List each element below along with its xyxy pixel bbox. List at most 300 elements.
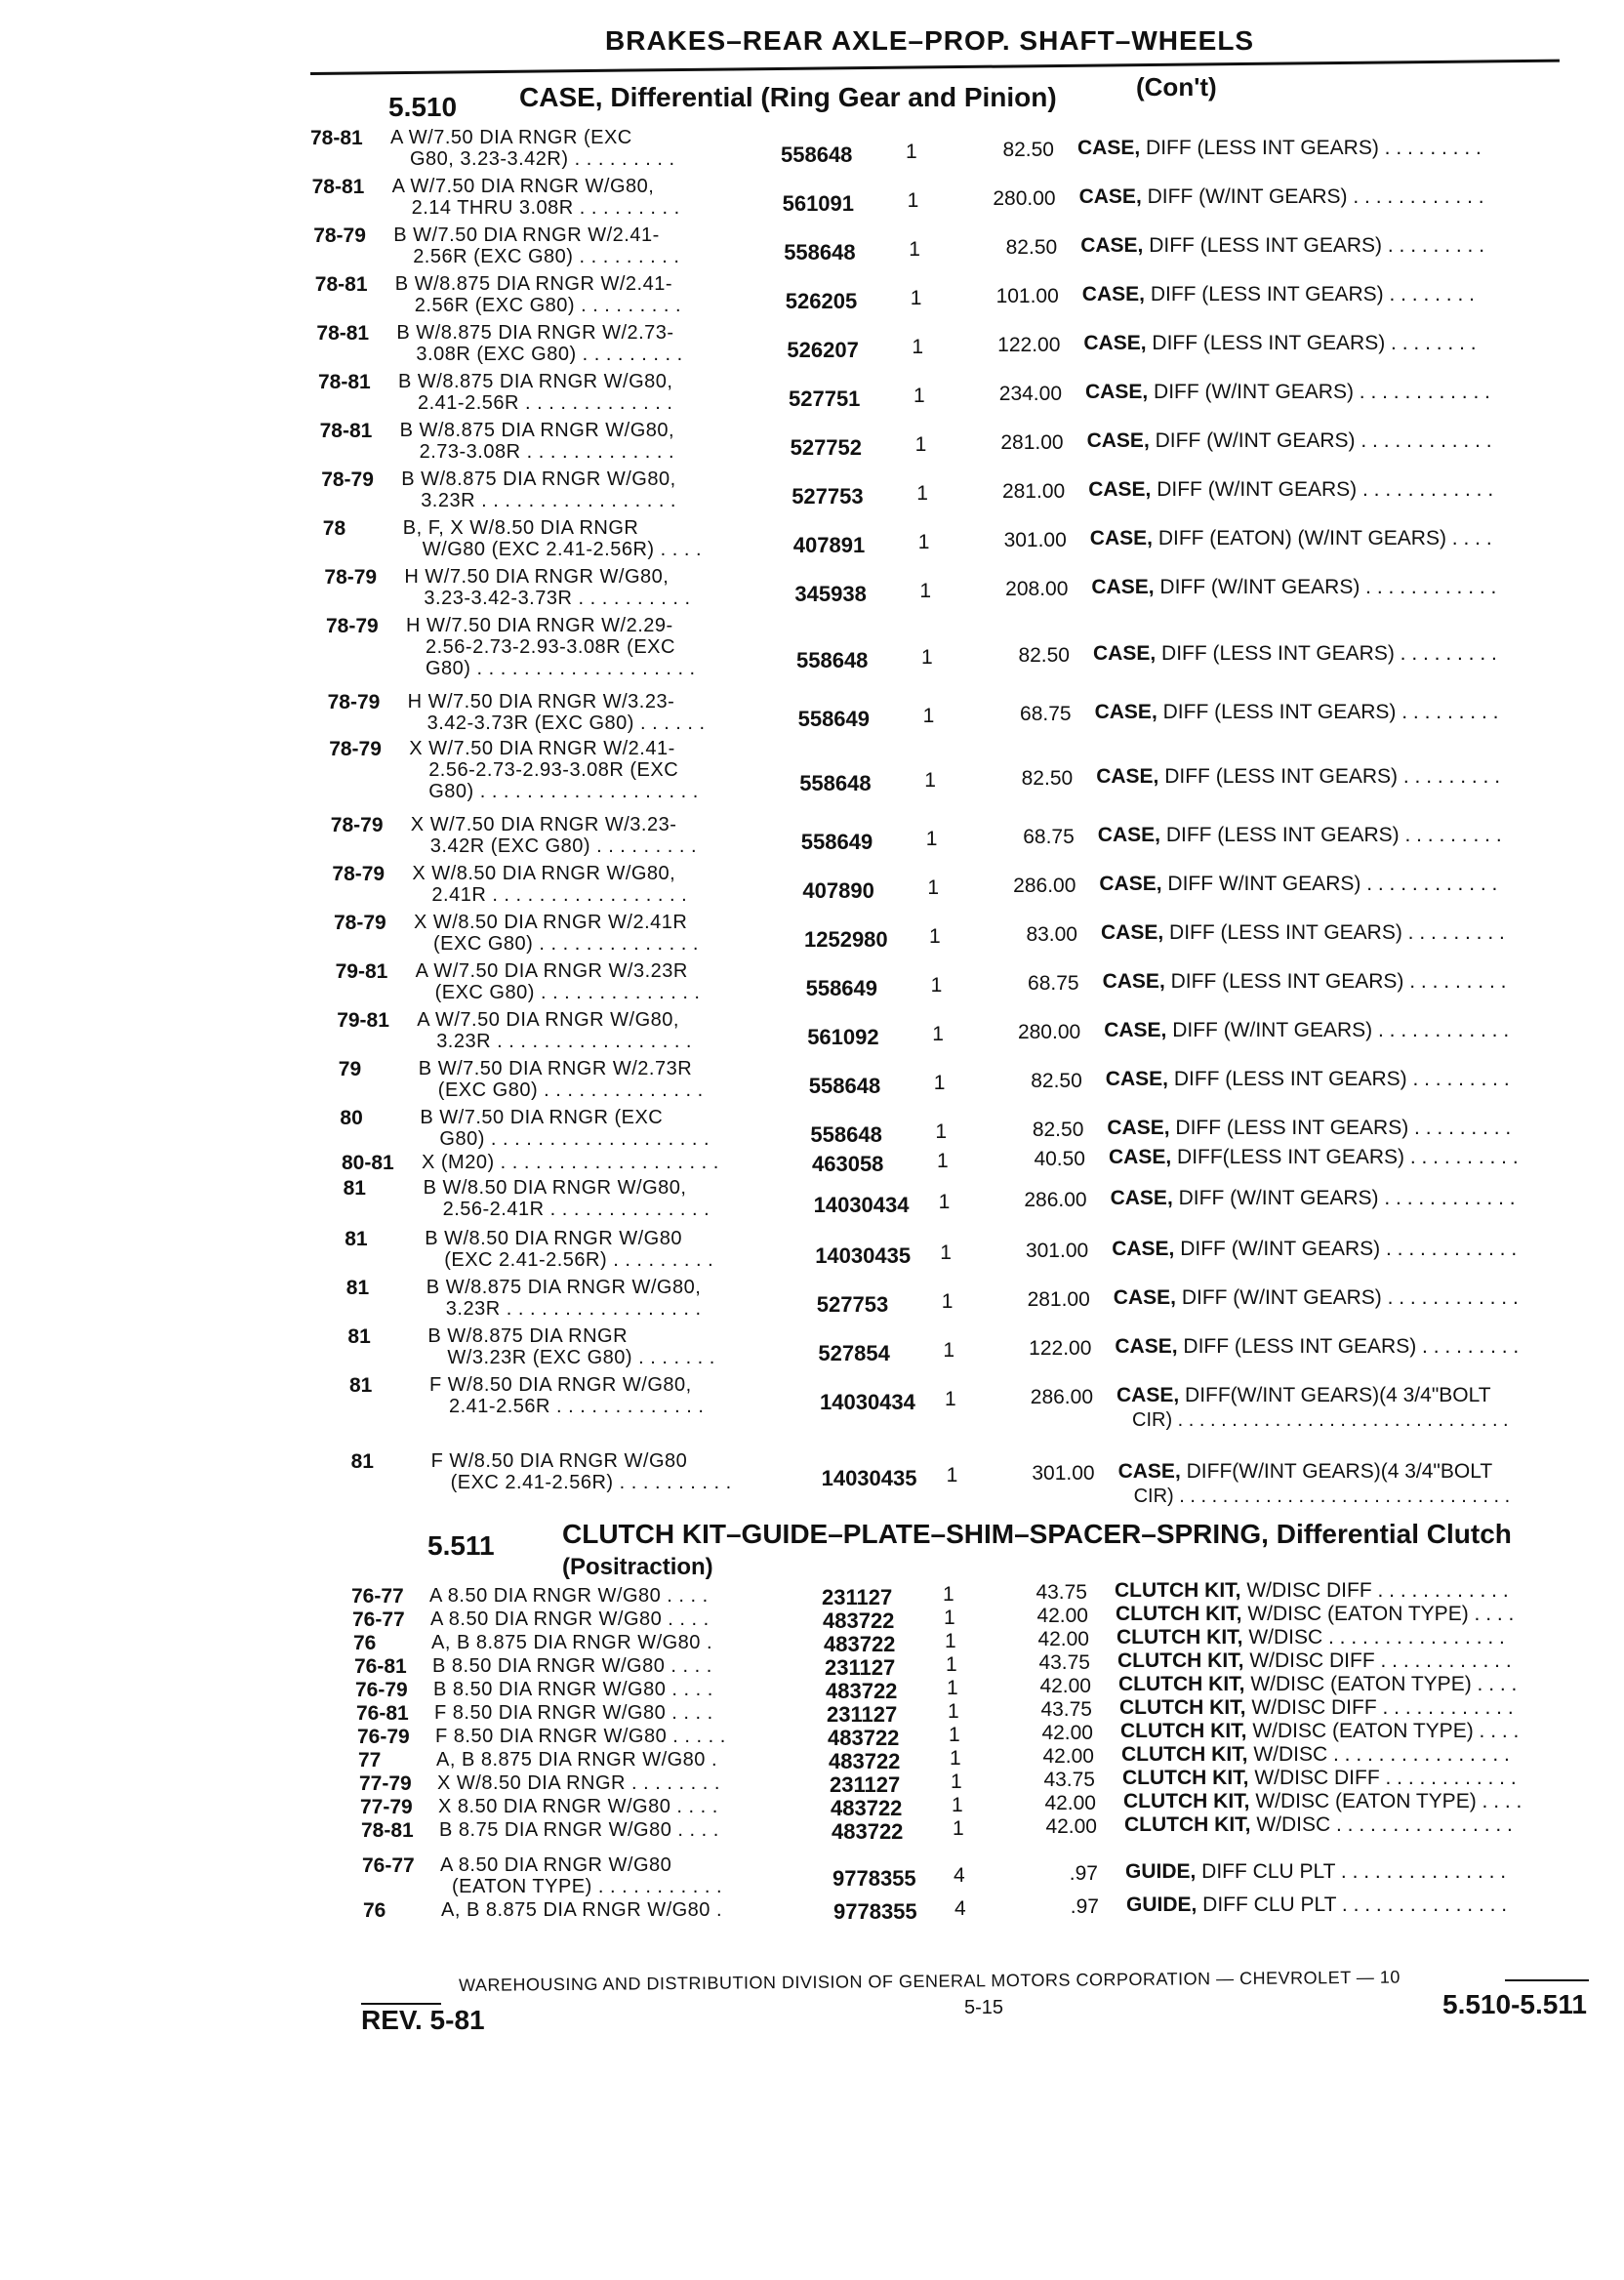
row-description xyxy=(1083,332,1476,355)
row-application: A, B 8.875 DIA RNGR W/G80 . xyxy=(436,1749,718,1771)
row-description-text: DIFF (LESS INT GEARS) . . . . . . . . xyxy=(1146,332,1477,354)
row-part-number: 527751 xyxy=(789,387,861,411)
row-application-cont: 2.56-2.41R . . . . . . . . . . . . . . xyxy=(442,1199,710,1220)
row-application: F 8.50 DIA RNGR W/G80 . . . . xyxy=(434,1702,713,1724)
row-part-number: 9778355 xyxy=(832,1866,916,1891)
row-description xyxy=(1125,1860,1506,1884)
row-application: A W/7.50 DIA RNGR W/3.23R xyxy=(415,960,688,982)
table-row xyxy=(0,863,1624,912)
row-application-cont: 2.41-2.56R . . . . . . . . . . . . . xyxy=(418,392,673,414)
row-description-text: DIFF(LESS INT GEARS) . . . . . . . . . . xyxy=(1171,1146,1519,1168)
row-part-number: 14030434 xyxy=(820,1390,915,1414)
table-row xyxy=(0,371,1624,420)
row-year: 76-81 xyxy=(354,1655,407,1678)
row-description-prefix: CASE, xyxy=(1110,1187,1173,1209)
row-description-text: W/DISC DIFF . . . . . . . . . . . . xyxy=(1243,1649,1512,1672)
row-application: B 8.50 DIA RNGR W/G80 . . . . xyxy=(433,1679,713,1700)
row-application: F 8.50 DIA RNGR W/G80 . . . . . xyxy=(435,1726,726,1747)
row-description-cont: CIR) . . . . . . . . . . . . . . . . . . . . . . . . . . . . . . . xyxy=(1133,1486,1511,1507)
row-year: 78-81 xyxy=(361,1819,414,1842)
row-application: A W/7.50 DIA RNGR (EXC xyxy=(390,127,632,148)
row-year: 79-81 xyxy=(337,1009,389,1032)
row-description xyxy=(1122,1767,1517,1790)
row-application-cont: (EXC G80) . . . . . . . . . . . . . . xyxy=(437,1079,704,1101)
row-description-prefix: CLUTCH KIT, xyxy=(1119,1696,1246,1719)
row-application: B W/8.875 DIA RNGR W/G80, xyxy=(426,1277,702,1298)
row-part-number: 527753 xyxy=(816,1292,889,1317)
row-price: 42.00 xyxy=(1039,1675,1091,1697)
footer-page-number: 5-15 xyxy=(964,1997,1004,2018)
row-year: 76-77 xyxy=(351,1585,404,1608)
row-description xyxy=(1104,1019,1509,1042)
row-year: 79-81 xyxy=(335,960,388,983)
row-year: 78-79 xyxy=(321,468,374,491)
row-year: 77-79 xyxy=(359,1772,412,1795)
row-quantity: 1 xyxy=(950,1747,961,1770)
row-description-prefix: CLUTCH KIT, xyxy=(1118,1673,1245,1695)
row-quantity: 1 xyxy=(952,1794,963,1816)
row-application-cont: 3.23R . . . . . . . . . . . . . . . . . xyxy=(445,1298,702,1320)
row-year: 79 xyxy=(338,1058,362,1080)
row-price: 40.50 xyxy=(1034,1148,1085,1170)
row-description xyxy=(1080,234,1484,258)
row-description xyxy=(1123,1790,1522,1813)
row-part-number: 558648 xyxy=(784,240,856,265)
row-price: 82.50 xyxy=(1005,236,1058,259)
row-description xyxy=(1099,873,1497,896)
row-description-prefix: CASE, xyxy=(1105,1068,1168,1090)
row-description-prefix: CLUTCH KIT, xyxy=(1123,1790,1250,1812)
row-price: 42.00 xyxy=(1044,1792,1096,1814)
row-year: 78-79 xyxy=(334,912,386,934)
row-year: 76 xyxy=(353,1632,377,1654)
row-price: 280.00 xyxy=(1017,1021,1081,1043)
row-description xyxy=(1095,701,1499,724)
row-description-prefix: CASE, xyxy=(1089,527,1153,550)
page-header-title: BRAKES–REAR AXLE–PROP. SHAFT–WHEELS xyxy=(605,25,1255,56)
row-description-prefix: CASE, xyxy=(1107,1117,1170,1139)
row-description-prefix: CLUTCH KIT, xyxy=(1121,1743,1248,1766)
row-price: 43.75 xyxy=(1040,1698,1092,1721)
row-description-prefix: CASE, xyxy=(1091,576,1155,598)
row-quantity: 1 xyxy=(932,1023,944,1045)
row-description-prefix: CASE, xyxy=(1101,921,1164,944)
row-price: .97 xyxy=(1069,1862,1098,1885)
row-part-number: 558648 xyxy=(810,1122,882,1147)
row-price: 42.00 xyxy=(1036,1605,1088,1627)
row-application-cont: 2.14 THRU 3.08R . . . . . . . . . xyxy=(411,197,680,219)
row-application-cont: (EATON TYPE) . . . . . . . . . . . xyxy=(452,1876,723,1897)
row-price: 281.00 xyxy=(1027,1288,1090,1311)
row-part-number: 14030435 xyxy=(815,1243,912,1268)
row-quantity: 1 xyxy=(914,433,927,456)
row-year: 78-81 xyxy=(318,371,371,393)
row-year: 77-79 xyxy=(360,1796,413,1818)
row-price: 82.50 xyxy=(1018,644,1070,667)
row-description xyxy=(1106,1068,1510,1091)
section-5511-number: 5.511 xyxy=(427,1530,495,1561)
row-description xyxy=(1077,137,1482,160)
table-row xyxy=(0,691,1624,740)
table-row xyxy=(0,912,1624,960)
row-quantity: 1 xyxy=(906,141,917,163)
row-description-prefix: CASE, xyxy=(1077,137,1141,159)
row-description-prefix: CLUTCH KIT, xyxy=(1117,1649,1244,1672)
row-application-cont: 3.42R (EXC G80) . . . . . . . . . xyxy=(429,835,698,857)
row-quantity: 1 xyxy=(951,1771,962,1793)
row-year: 78-79 xyxy=(329,738,382,760)
row-application-cont: G80) . . . . . . . . . . . . . . . . . . . xyxy=(439,1128,710,1150)
row-year: 76-81 xyxy=(356,1702,409,1725)
row-price: 42.00 xyxy=(1041,1722,1093,1744)
row-description xyxy=(1109,1146,1519,1169)
row-application: B, F, X W/8.50 DIA RNGR xyxy=(402,517,639,539)
row-part-number: 9778355 xyxy=(833,1899,917,1924)
row-part-number: 407890 xyxy=(802,878,874,903)
row-application-cont: 2.73-3.08R . . . . . . . . . . . . . xyxy=(419,441,675,463)
row-year: 81 xyxy=(345,1228,368,1250)
row-description-prefix: CASE, xyxy=(1088,478,1152,501)
row-application: B W/8.50 DIA RNGR W/G80 xyxy=(425,1228,682,1249)
row-description xyxy=(1126,1893,1507,1917)
row-description-prefix: CASE, xyxy=(1078,185,1142,208)
row-description-text: DIFF (LESS INT GEARS) . . . . . . . . xyxy=(1144,283,1475,305)
row-description-text: DIFF (LESS INT GEARS) . . . . . . . . . xyxy=(1143,234,1485,257)
table-row xyxy=(0,1009,1624,1058)
row-year: 78-79 xyxy=(332,863,386,885)
row-description-prefix: CLUTCH KIT, xyxy=(1116,1603,1242,1625)
row-part-number: 526207 xyxy=(787,338,859,362)
row-application: A W/7.50 DIA RNGR W/G80, xyxy=(417,1009,679,1031)
row-description-prefix: CASE, xyxy=(1112,1238,1175,1260)
row-application-cont: (EXC 2.41-2.56R) . . . . . . . . . xyxy=(444,1249,714,1271)
row-part-number: 231127 xyxy=(822,1585,893,1609)
row-description-text: DIFF (EATON) (W/INT GEARS) . . . . xyxy=(1152,527,1492,550)
table-row xyxy=(0,814,1624,863)
row-part-number: 558649 xyxy=(800,830,873,854)
row-description-text: W/DISC . . . . . . . . . . . . . . . . xyxy=(1247,1743,1510,1766)
row-year: 80 xyxy=(340,1107,363,1129)
row-quantity: 1 xyxy=(937,1150,949,1172)
row-description-text: DIFF (LESS INT GEARS) . . . . . . . . . xyxy=(1158,765,1501,788)
row-price: 286.00 xyxy=(1024,1189,1087,1211)
row-description xyxy=(1114,1286,1519,1310)
row-year: 77 xyxy=(358,1749,382,1771)
row-application-cont: W/G80 (EXC 2.41-2.56R) . . . . xyxy=(422,539,702,560)
row-quantity: 1 xyxy=(919,580,932,602)
row-application-cont: 3.23-3.42-3.73R . . . . . . . . . . xyxy=(424,588,691,609)
table-row xyxy=(0,322,1624,371)
row-quantity: 1 xyxy=(949,1724,960,1746)
row-application: X 8.50 DIA RNGR W/G80 . . . . xyxy=(438,1796,718,1817)
row-application: B 8.75 DIA RNGR W/G80 . . . . xyxy=(439,1819,719,1841)
row-description-text: W/DISC (EATON TYPE) . . . . xyxy=(1246,1720,1520,1742)
row-part-number: 558649 xyxy=(805,976,878,1000)
row-year: 78-79 xyxy=(313,224,366,247)
section-5510-continued: (Con't) xyxy=(1136,72,1217,102)
row-application-cont: 3.08R (EXC G80) . . . . . . . . . xyxy=(416,344,683,365)
row-description xyxy=(1101,921,1505,945)
row-price: 42.00 xyxy=(1037,1628,1089,1650)
row-quantity: 1 xyxy=(943,1339,955,1362)
row-description-prefix: CASE, xyxy=(1117,1460,1181,1483)
row-description xyxy=(1120,1720,1519,1743)
row-application-cont: W/3.23R (EXC G80) . . . . . . . xyxy=(447,1347,715,1368)
row-application: B W/8.875 DIA RNGR W/2.41- xyxy=(394,273,672,295)
table-row xyxy=(0,420,1624,468)
row-year: 76-79 xyxy=(355,1679,408,1701)
row-description-text: DIFF (W/INT GEARS) . . . . . . . . . . . . xyxy=(1141,185,1484,208)
table-row xyxy=(0,615,1624,679)
row-application: B W/8.875 DIA RNGR xyxy=(427,1325,629,1347)
row-quantity: 1 xyxy=(929,925,941,948)
row-description xyxy=(1118,1673,1517,1696)
row-description xyxy=(1124,1813,1513,1837)
row-part-number: 345938 xyxy=(794,582,867,606)
row-application: X W/8.50 DIA RNGR . . . . . . . . xyxy=(437,1772,720,1794)
row-application: H W/7.50 DIA RNGR W/3.23- xyxy=(407,691,675,712)
row-description-prefix: CASE, xyxy=(1080,234,1144,257)
row-description xyxy=(1103,970,1507,994)
row-description xyxy=(1085,381,1490,404)
table-row xyxy=(0,1325,1624,1374)
row-application: B W/8.875 DIA RNGR W/G80, xyxy=(398,371,673,392)
row-year: 81 xyxy=(343,1177,366,1200)
row-description-text: DIFF CLU PLT . . . . . . . . . . . . . . . xyxy=(1197,1893,1508,1916)
row-application-cont: 2.56R (EXC G80) . . . . . . . . . xyxy=(414,295,682,316)
row-year: 76-79 xyxy=(357,1726,410,1748)
row-application-cont: (EXC 2.41-2.56R) . . . . . . . . . . xyxy=(450,1472,732,1493)
table-row xyxy=(0,1228,1624,1277)
row-description-text: DIFF(W/INT GEARS)(4 3/4"BOLT xyxy=(1179,1384,1491,1406)
row-description-text: DIFF (LESS INT GEARS) . . . . . . . . . xyxy=(1163,921,1505,944)
row-description-text: W/DISC . . . . . . . . . . . . . . . . xyxy=(1242,1626,1505,1649)
row-application: B W/7.50 DIA RNGR (EXC xyxy=(420,1107,664,1128)
row-description xyxy=(1098,824,1502,847)
row-price: 280.00 xyxy=(993,187,1056,210)
table-row xyxy=(0,1277,1624,1325)
section-5510-number: 5.510 xyxy=(388,92,458,122)
table-row xyxy=(0,127,1624,176)
row-year: 81 xyxy=(350,1450,374,1473)
table-row xyxy=(0,1058,1624,1107)
row-part-number: 407891 xyxy=(792,533,866,557)
row-description-prefix: CASE, xyxy=(1097,824,1160,846)
row-quantity: 4 xyxy=(954,1897,966,1920)
row-part-number: 231127 xyxy=(827,1702,898,1727)
row-description xyxy=(1096,765,1500,789)
row-price: 42.00 xyxy=(1042,1745,1094,1768)
row-year: 78 xyxy=(322,517,346,540)
row-part-number: 483722 xyxy=(826,1679,898,1703)
row-application-cont: 2.41-2.56R . . . . . . . . . . . . . xyxy=(449,1396,705,1417)
row-description-text: W/DISC DIFF . . . . . . . . . . . . xyxy=(1248,1767,1517,1789)
row-part-number: 483722 xyxy=(828,1726,900,1750)
row-application: F W/8.50 DIA RNGR W/G80, xyxy=(429,1374,692,1396)
row-description xyxy=(1121,1743,1510,1767)
row-year: 78-79 xyxy=(327,691,381,713)
row-quantity: 1 xyxy=(944,1607,955,1629)
row-price: 208.00 xyxy=(1005,578,1069,600)
row-description-prefix: CLUTCH KIT, xyxy=(1116,1626,1243,1649)
row-part-number: 483722 xyxy=(829,1749,901,1773)
row-application-cont: G80) . . . . . . . . . . . . . . . . . . . xyxy=(426,658,696,679)
row-application: B 8.50 DIA RNGR W/G80 . . . . xyxy=(432,1655,712,1677)
row-application: A, B 8.875 DIA RNGR W/G80 . xyxy=(431,1632,713,1653)
row-description-prefix: CLUTCH KIT, xyxy=(1122,1767,1249,1789)
row-description xyxy=(1091,576,1496,599)
row-application: A 8.50 DIA RNGR W/G80 . . . . xyxy=(430,1608,710,1630)
row-application-cont: (EXC G80) . . . . . . . . . . . . . . xyxy=(433,933,699,955)
row-application-cont: 2.56-2.73-2.93-3.08R (EXC xyxy=(428,759,679,781)
row-description-text: W/DISC DIFF . . . . . . . . . . . . xyxy=(1240,1579,1509,1602)
row-description-prefix: CASE, xyxy=(1102,970,1165,993)
row-description-prefix: CASE, xyxy=(1096,765,1159,788)
row-year: 78-81 xyxy=(310,127,363,149)
row-part-number: 14030435 xyxy=(821,1466,917,1490)
table-row xyxy=(0,1374,1624,1431)
row-quantity: 1 xyxy=(912,336,924,358)
row-application-cont: G80) . . . . . . . . . . . . . . . . . . . xyxy=(428,781,699,802)
row-price: 286.00 xyxy=(1030,1386,1093,1408)
table-row xyxy=(0,1177,1624,1226)
row-application: F W/8.50 DIA RNGR W/G80 xyxy=(430,1450,688,1472)
row-year: 81 xyxy=(349,1374,373,1397)
footer-publisher-line: WAREHOUSING AND DISTRIBUTION DIVISION OF GENERAL MOTORS CORPORATION — CHEVROLET — 10 xyxy=(459,1967,1401,1995)
section-5510-title: CASE, Differential (Ring Gear and Pinion) xyxy=(519,82,1057,112)
row-application-cont: 3.42-3.73R (EXC G80) . . . . . . xyxy=(426,712,706,734)
row-application: H W/7.50 DIA RNGR W/G80, xyxy=(404,566,670,588)
row-part-number: 483722 xyxy=(823,1608,895,1633)
row-description-text: W/DISC (EATON TYPE) . . . . xyxy=(1249,1790,1522,1812)
row-description-text: DIFF (LESS INT GEARS) . . . . . . . . . xyxy=(1164,970,1507,993)
row-description-text: W/DISC (EATON TYPE) . . . . xyxy=(1244,1673,1518,1695)
row-price: 101.00 xyxy=(995,285,1059,307)
row-description xyxy=(1115,1579,1509,1603)
row-quantity: 1 xyxy=(947,1677,958,1699)
row-application: A W/7.50 DIA RNGR W/G80, xyxy=(391,176,655,197)
row-quantity: 1 xyxy=(953,1817,964,1840)
row-description xyxy=(1119,1696,1514,1720)
row-description-text: DIFF CLU PLT . . . . . . . . . . . . . . . xyxy=(1196,1860,1507,1883)
row-description-prefix: CASE, xyxy=(1093,642,1157,665)
row-year: 78-79 xyxy=(326,615,379,637)
footer-rule-right xyxy=(1505,1979,1589,1981)
row-description xyxy=(1118,1460,1493,1484)
row-price: 83.00 xyxy=(1026,923,1077,946)
row-description xyxy=(1117,1649,1512,1673)
row-price: .97 xyxy=(1070,1895,1099,1918)
section-5511-title: CLUTCH KIT–GUIDE–PLATE–SHIM–SPACER–SPRING, Differential Clutch xyxy=(562,1519,1512,1549)
row-description xyxy=(1088,478,1493,502)
row-description-prefix: CASE, xyxy=(1116,1384,1180,1406)
row-part-number: 483722 xyxy=(824,1632,896,1656)
row-application: X W/7.50 DIA RNGR W/2.41- xyxy=(409,738,675,759)
row-part-number: 231127 xyxy=(830,1772,901,1797)
row-price: 42.00 xyxy=(1045,1815,1097,1838)
row-description-prefix: CASE, xyxy=(1099,873,1162,895)
row-description-text: DIFF (LESS INT GEARS) . . . . . . . . . xyxy=(1159,824,1502,846)
row-quantity: 1 xyxy=(946,1653,957,1676)
row-description-text: DIFF (LESS INT GEARS) . . . . . . . . . xyxy=(1156,642,1497,665)
row-description-prefix: CASE, xyxy=(1083,332,1147,354)
row-year: 76-77 xyxy=(362,1854,415,1877)
row-quantity: 1 xyxy=(922,705,935,727)
row-price: 68.75 xyxy=(1023,826,1075,848)
table-row xyxy=(0,1893,1624,1948)
row-description-prefix: CASE, xyxy=(1104,1019,1167,1041)
row-description-text: DIFF (W/INT GEARS) . . . . . . . . . . . . xyxy=(1154,576,1497,598)
row-description xyxy=(1087,429,1492,453)
row-price: 82.50 xyxy=(1002,139,1054,161)
row-price: 82.50 xyxy=(1021,767,1074,790)
row-quantity: 1 xyxy=(924,769,936,792)
page-header-rule xyxy=(310,60,1560,75)
row-description-prefix: CASE, xyxy=(1113,1286,1176,1309)
row-application: A 8.50 DIA RNGR W/G80 . . . . xyxy=(429,1585,709,1607)
table-row xyxy=(0,224,1624,273)
row-year: 78-81 xyxy=(319,420,373,442)
row-application-cont: 2.56R (EXC G80) . . . . . . . . . xyxy=(413,246,680,267)
row-year: 76 xyxy=(363,1899,386,1922)
row-year: 78-81 xyxy=(311,176,365,198)
row-part-number: 561092 xyxy=(807,1025,879,1049)
row-part-number: 561091 xyxy=(782,191,855,216)
row-description-prefix: CASE, xyxy=(1115,1335,1178,1358)
row-quantity: 1 xyxy=(945,1388,956,1410)
row-application: B W/7.50 DIA RNGR W/2.73R xyxy=(418,1058,693,1079)
row-description xyxy=(1111,1187,1516,1210)
row-quantity: 1 xyxy=(914,385,925,407)
row-description-prefix: CASE, xyxy=(1085,381,1149,403)
row-quantity: 1 xyxy=(943,1583,954,1606)
row-description-text: DIFF (LESS INT GEARS) . . . . . . . . . xyxy=(1177,1335,1520,1358)
row-application: B W/8.875 DIA RNGR W/G80, xyxy=(401,468,676,490)
row-price: 301.00 xyxy=(1025,1240,1089,1262)
row-application: X (M20) . . . . . . . . . . . . . . . . . . . xyxy=(422,1152,719,1173)
footer-revision: REV. 5-81 xyxy=(361,2005,485,2035)
row-description-text: DIFF W/INT GEARS) . . . . . . . . . . . . xyxy=(1161,873,1498,895)
row-part-number: 526205 xyxy=(785,289,858,313)
row-description-text: DIFF (LESS INT GEARS) . . . . . . . . . xyxy=(1157,701,1499,723)
row-application: B W/8.875 DIA RNGR W/G80, xyxy=(399,420,675,441)
row-application: A 8.50 DIA RNGR W/G80 xyxy=(440,1854,672,1876)
row-part-number: 14030434 xyxy=(813,1193,910,1217)
row-price: 43.75 xyxy=(1038,1651,1090,1674)
row-description xyxy=(1090,527,1492,550)
footer-section-range: 5.510-5.511 xyxy=(1442,1989,1587,2019)
row-year: 81 xyxy=(347,1325,371,1348)
row-quantity: 1 xyxy=(938,1191,951,1213)
row-price: 301.00 xyxy=(1032,1462,1095,1485)
row-description-text: DIFF (W/INT GEARS) . . . . . . . . . . . . xyxy=(1149,429,1492,452)
row-description-text: DIFF(W/INT GEARS)(4 3/4"BOLT xyxy=(1180,1460,1493,1483)
row-description-prefix: CASE, xyxy=(1094,701,1157,723)
row-description-text: W/DISC DIFF . . . . . . . . . . . . xyxy=(1245,1696,1514,1719)
row-part-number: 231127 xyxy=(825,1655,896,1680)
row-application: B W/8.875 DIA RNGR W/2.73- xyxy=(396,322,674,344)
row-description-text: DIFF (LESS INT GEARS) . . . . . . . . . xyxy=(1167,1068,1510,1090)
table-row xyxy=(0,1450,1624,1507)
row-price: 122.00 xyxy=(997,334,1061,356)
row-description-text: DIFF (W/INT GEARS) . . . . . . . . . . . . xyxy=(1172,1187,1516,1209)
row-application-cont: 3.23R . . . . . . . . . . . . . . . . . xyxy=(421,490,676,511)
row-year: 78-81 xyxy=(314,273,368,296)
row-description-prefix: GUIDE, xyxy=(1125,1860,1197,1883)
row-part-number: 527854 xyxy=(818,1341,890,1365)
row-description-text: DIFF (W/INT GEARS) . . . . . . . . . . . . xyxy=(1151,478,1494,501)
row-quantity: 1 xyxy=(909,238,920,261)
